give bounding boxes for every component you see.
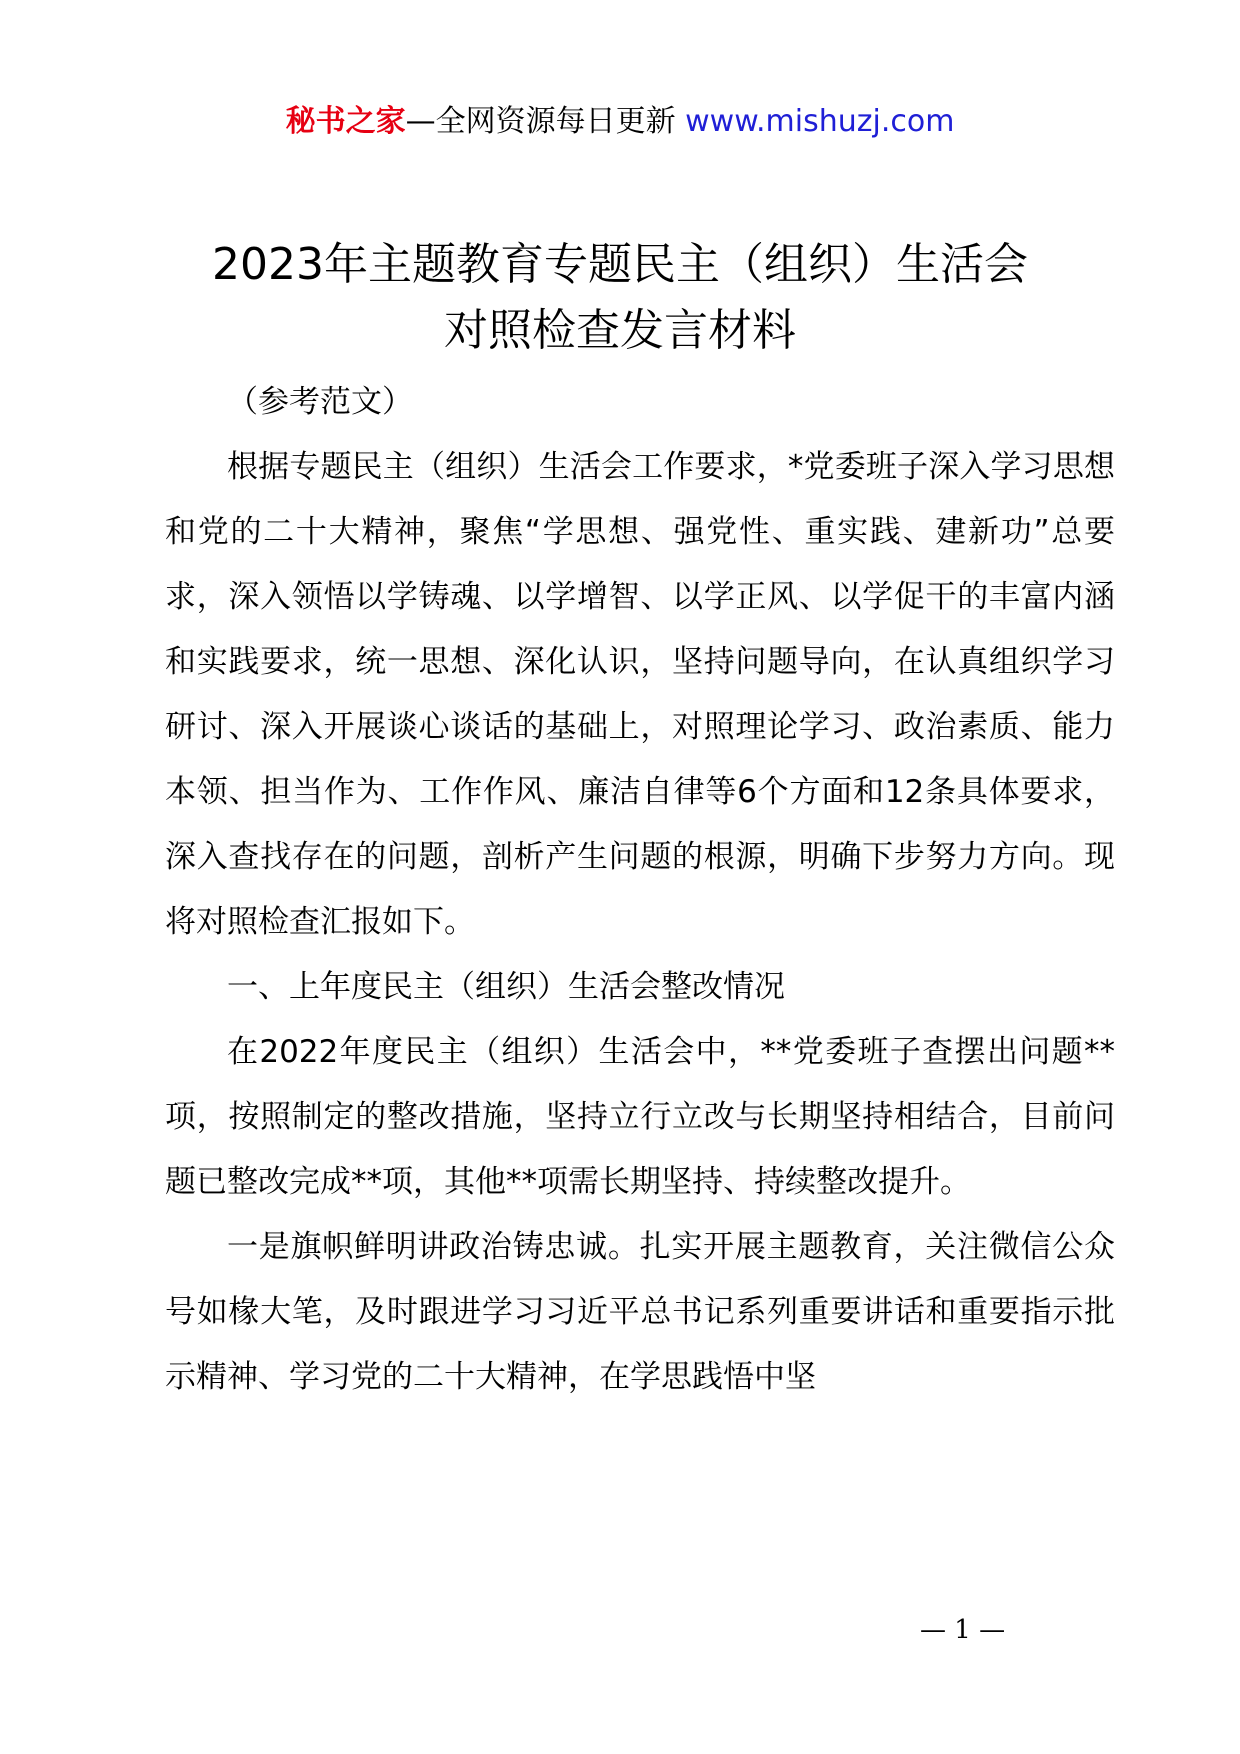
document-title — [0, 232, 1240, 364]
rectification-paragraph: 在2022年度民主（组织）生活会中，**党委班子查摆出问题**项，按照制定的整改措施，坚持立行立改与长期坚持相结合，目前问题已整改完成**项，其他**项需长期坚持、持续整改提升。 — [165, 1034, 1115, 1200]
reference-note: （参考范文） — [227, 384, 413, 420]
site-banner — [0, 100, 1240, 144]
document-body — [165, 370, 1115, 1410]
site-url-link[interactable]: www.mishuzj.com — [685, 104, 955, 139]
site-brand: 秘书之家 — [285, 104, 406, 139]
title-line-2: 对照检查发言材料 — [444, 305, 796, 356]
section-heading: 一、上年度民主（组织）生活会整改情况 — [227, 969, 785, 1005]
politics-paragraph: 一是旗帜鲜明讲政治铸忠诚。扎实开展主题教育，关注微信公众号如椽大笔，及时跟进学习习近平总书记系列重要讲话和重要指示批示精神、学习党的二十大精神，在学思践悟中坚 — [165, 1229, 1115, 1395]
intro-paragraph: 根据专题民主（组织）生活会工作要求，*党委班子深入学习思想和党的二十大精神，聚焦“学思想、强党性、重实践、建新功”总要求，深入领悟以学铸魂、以学增智、以学正风、以学促干的丰富内涵和实践要求，统一思想、深化认识，坚持问题导向，在认真组织学习研讨、深入开展谈心谈话的基础上，对照理论学习、政治素质、能力本领、担当作为、工作作风、廉洁自律等6个方面和12条具体要求，深入查找存在的问题，剖析产生问题的根源，明确下步努力方向。现将对照检查汇报如下。 — [165, 449, 1115, 940]
site-slogan: —全网资源每日更新 — [405, 104, 676, 139]
title-line-1: 2023年主题教育专题民主（组织）生活会 — [212, 239, 1028, 290]
page-number: — 1 — — [920, 1615, 1006, 1645]
